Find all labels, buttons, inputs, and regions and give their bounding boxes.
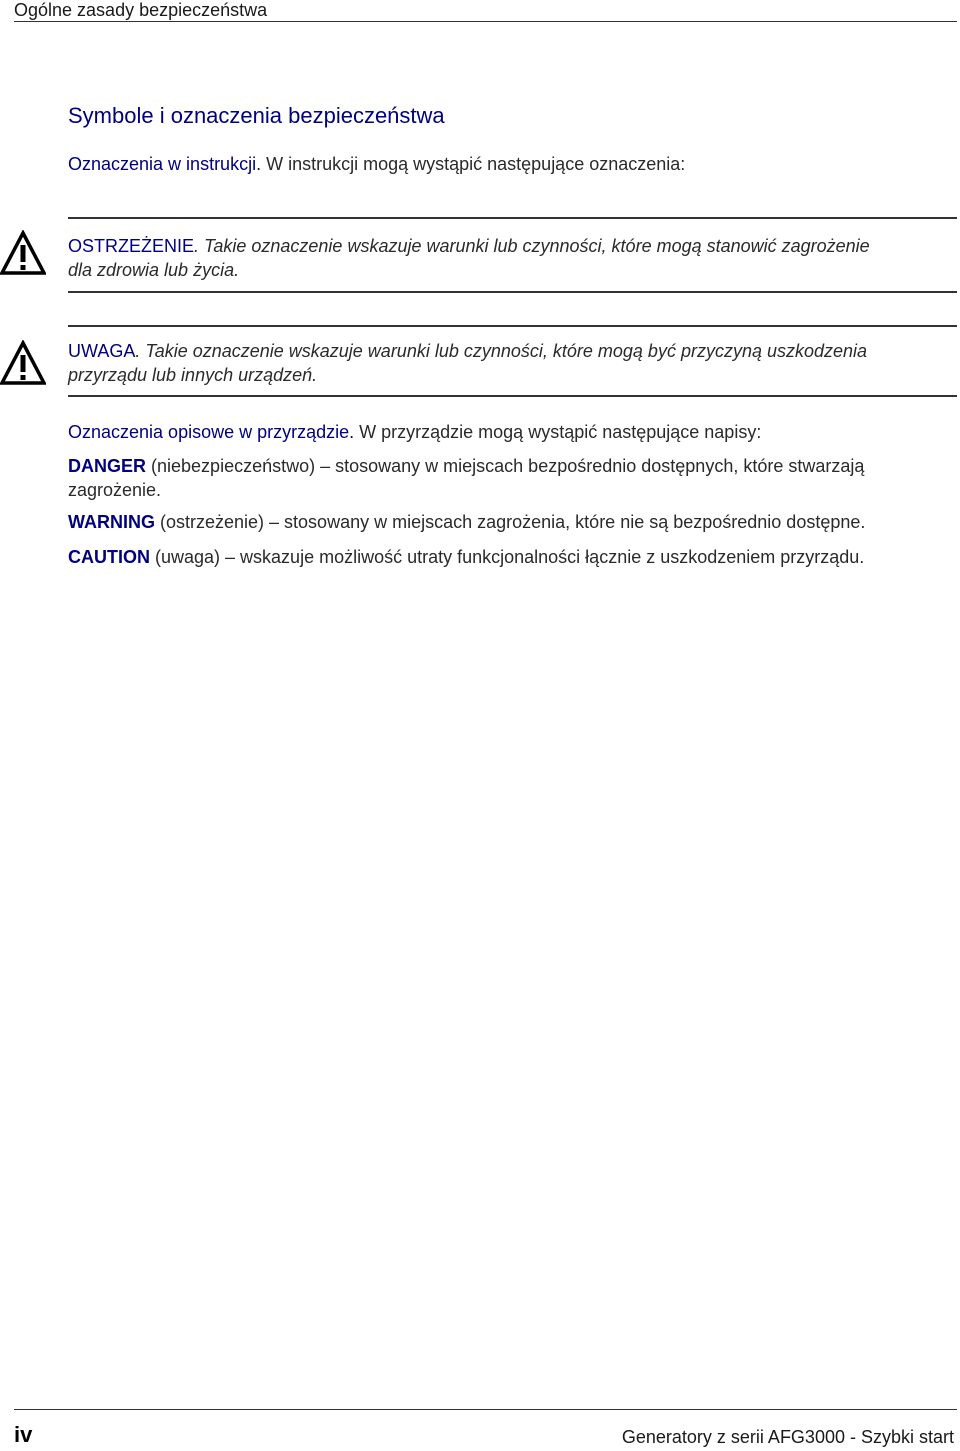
product-markings-label: Oznaczenia opisowe w przyrządzie.	[68, 422, 355, 442]
footer-rule	[14, 1409, 957, 1410]
warning-definition-text: (ostrzeżenie) – stosowany w miejscach zagrożenia, które nie są bezpośrednio dostępne.	[155, 512, 866, 532]
caution-term: CAUTION	[68, 547, 150, 567]
intro-paragraph	[68, 152, 685, 176]
warning-definition	[68, 510, 865, 534]
warning-term: WARNING	[68, 512, 155, 532]
running-header: Ogólne zasady bezpieczeństwa	[14, 0, 268, 20]
page-number: iv	[14, 1422, 33, 1447]
warning-triangle-icon	[0, 230, 46, 276]
warning-label: OSTRZEŻENIE	[68, 236, 195, 256]
danger-definition	[68, 454, 864, 502]
danger-term: DANGER	[68, 456, 147, 476]
caution-top-rule	[68, 325, 957, 327]
product-markings-text: W przyrządzie mogą wystąpić następujące napisy:	[354, 422, 762, 442]
intro-text: W instrukcji mogą wystąpić następujące oznaczenia:	[261, 154, 686, 174]
footer-doc-title: Generatory z serii AFG3000 - Szybki start	[621, 1427, 954, 1447]
caution-text-line1: . Takie oznaczenie wskazuje warunki lub czynności, które mogą być przyczyną uszkodzenia	[135, 341, 868, 361]
warning-note	[68, 234, 954, 282]
warning-text-line1: . Takie oznaczenie wskazuje warunki lub czynności, które mogą stanowić zagrożenie	[194, 236, 870, 256]
caution-label: UWAGA	[68, 341, 136, 361]
danger-text-line2: zagrożenie.	[68, 480, 162, 500]
caution-definition	[68, 545, 864, 569]
header-rule	[14, 21, 957, 22]
caution-text-line2: przyrządu lub innych urządzeń.	[68, 365, 318, 385]
product-markings-paragraph	[68, 420, 761, 444]
caution-bottom-rule	[68, 395, 957, 397]
caution-definition-text: (uwaga) – wskazuje możliwość utraty funkcjonalności łącznie z uszkodzeniem przyrządu.	[150, 547, 865, 567]
danger-text-line1: (niebezpieczeństwo) – stosowany w miejscach bezpośrednio dostępnych, które stwarzają	[146, 456, 865, 476]
section-title: Symbole i oznaczenia bezpieczeństwa	[68, 103, 445, 128]
warning-bottom-rule	[68, 291, 957, 293]
warning-top-rule	[68, 217, 957, 219]
intro-label: Oznaczenia w instrukcji.	[68, 154, 262, 174]
warning-text-line2: dla zdrowia lub życia.	[68, 260, 240, 280]
caution-triangle-icon	[0, 340, 46, 386]
caution-note	[68, 339, 954, 387]
